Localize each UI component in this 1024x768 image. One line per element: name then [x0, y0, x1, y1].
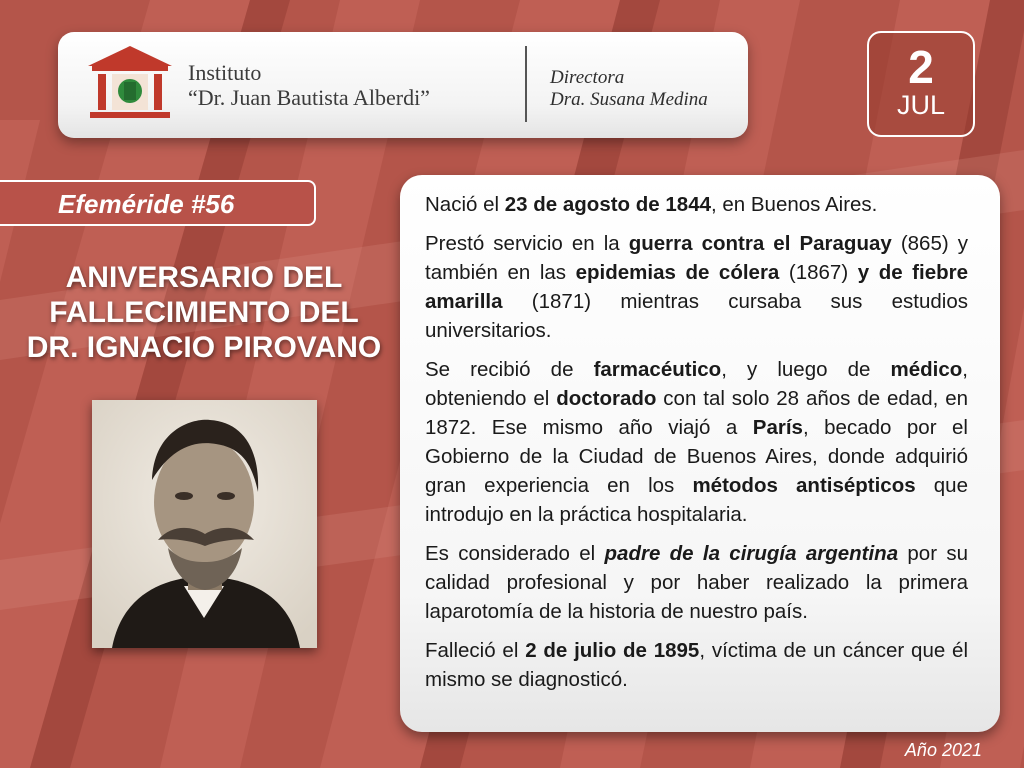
date-badge: [867, 31, 975, 137]
date-day: 2: [908, 41, 934, 93]
header-divider: [525, 46, 527, 122]
bio-paragraph-birth: Nació el 23 de agosto de 1844, en Buenos Aires.: [425, 193, 878, 216]
institute-line-1: Instituto: [188, 60, 262, 85]
biography-card: [400, 175, 1000, 732]
title-line: FALLECIMIENTO DEL: [49, 296, 359, 329]
page-title: [12, 260, 396, 365]
date-month: JUL: [896, 90, 945, 120]
director-title: Directora: [550, 67, 625, 88]
director-name: Dra. Susana Medina: [550, 89, 708, 110]
year-label: Año 2021: [904, 740, 982, 760]
header-card: [58, 32, 748, 138]
portrait-photo: [92, 400, 317, 648]
bio-paragraph-service: Prestó servicio en la guerra contra el Paraguay (865) y también en las epidemias de cólera (1867) y de fiebre amarilla (1871) mientras cursaba sus estudios universitarios.: [425, 232, 969, 342]
institute-logo-icon: [84, 44, 176, 124]
title-line: DR. IGNACIO PIROVANO: [26, 331, 382, 364]
bio-paragraph-legacy: Es considerado el padre de la cirugía argentina por su calidad profesional y por haber realizado la primera laparotomía de la historia de nuestro país.: [425, 542, 968, 623]
bio-paragraph-studies: Se recibió de farmacéutico, y luego de médico, obteniendo el doctorado con tal solo 28 años de edad, en 1872. Ese mismo año viajó a París, becado por el Gobierno de la Ciudad de Buenos Aires, donde adquirió gran experiencia en los métodos antisépticos que introdujo en la práctica hospitalaria.: [425, 358, 968, 526]
efemeride-tag: Efeméride #56: [0, 180, 316, 226]
title-line: ANIVERSARIO DEL: [65, 261, 343, 294]
bio-paragraph-death: Falleció el 2 de julio de 1895, víctima de un cáncer que él mismo se diagnosticó.: [425, 639, 968, 691]
institute-line-2: “Dr. Juan Bautista Alberdi”: [188, 85, 430, 110]
institute-name: [188, 60, 430, 110]
director-block: [550, 67, 708, 111]
